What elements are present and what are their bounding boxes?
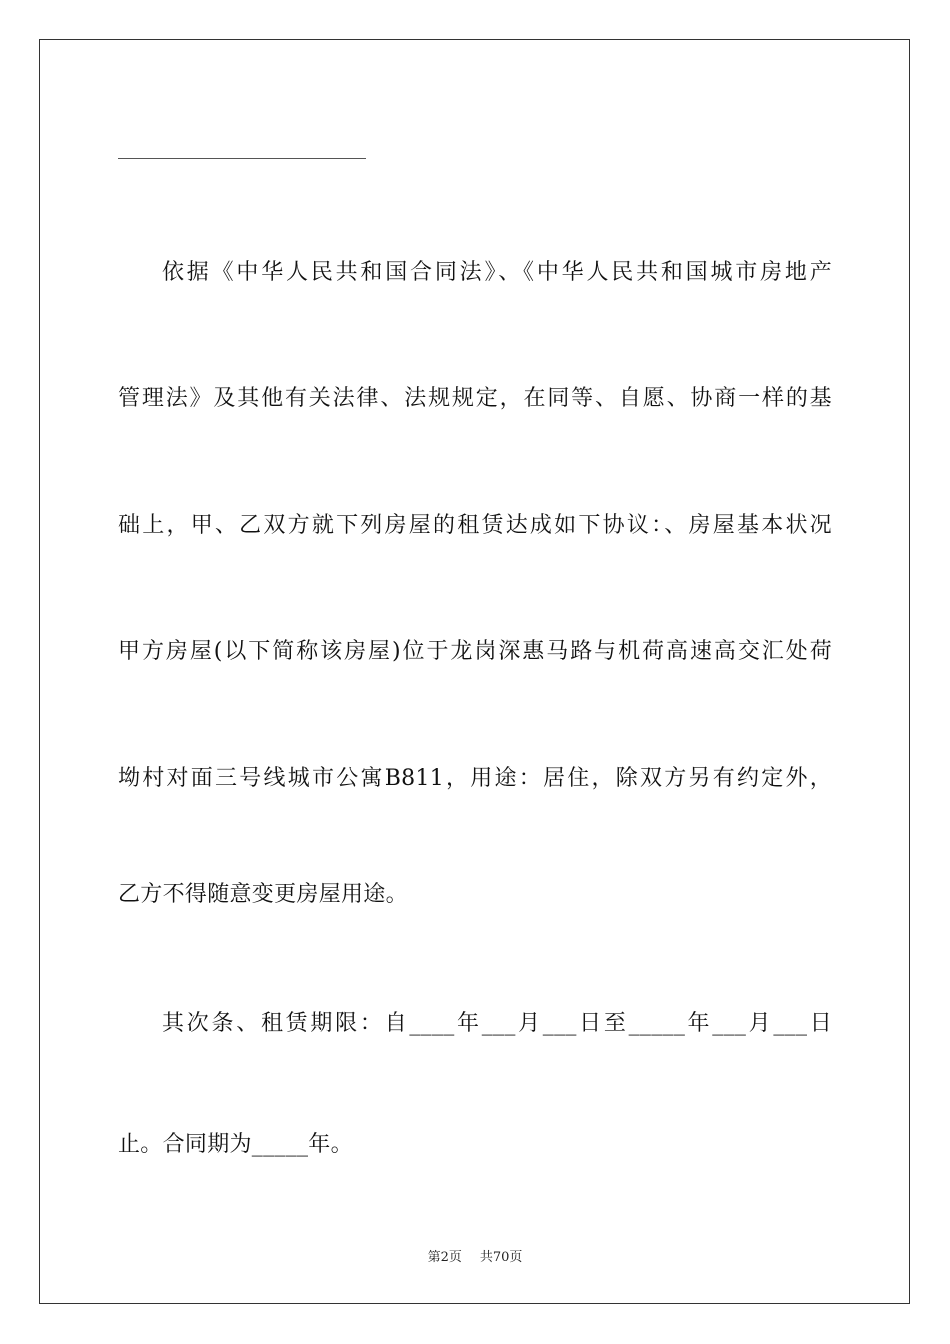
page-footer: [0, 1246, 950, 1265]
page-border: [39, 39, 910, 1304]
paragraph-2-line-2: 止。合同期为_____年。: [118, 1132, 353, 1157]
paragraph-1-line-3: 础上，甲、乙双方就下列房屋的租赁达成如下协议：、房屋基本状况: [118, 513, 832, 538]
header-rule: [118, 158, 366, 159]
paragraph-1-line-2: 管理法》及其他有关法律、法规规定，在同等、自愿、协商一样的基: [118, 386, 832, 411]
paragraph-2-line-1: 其次条、租赁期限：自____年___月___日至_____年___月___日: [162, 1011, 832, 1036]
paragraph-1-line-6: 乙方不得随意变更房屋用途。: [118, 882, 408, 907]
paragraph-1-line-4: 甲方房屋(以下简称该房屋)位于龙岗深惠马路与机荷高速高交汇处荷: [118, 639, 832, 664]
page-number: 第2页: [427, 1250, 462, 1265]
paragraph-1-line-5: 坳村对面三号线城市公寓B811，用途：居住，除双方另有约定外，: [118, 766, 832, 791]
paragraph-1-line-1: 依据《中华人民共和国合同法》、《中华人民共和国城市房地产: [162, 260, 832, 285]
page-total: 共70页: [479, 1250, 523, 1265]
